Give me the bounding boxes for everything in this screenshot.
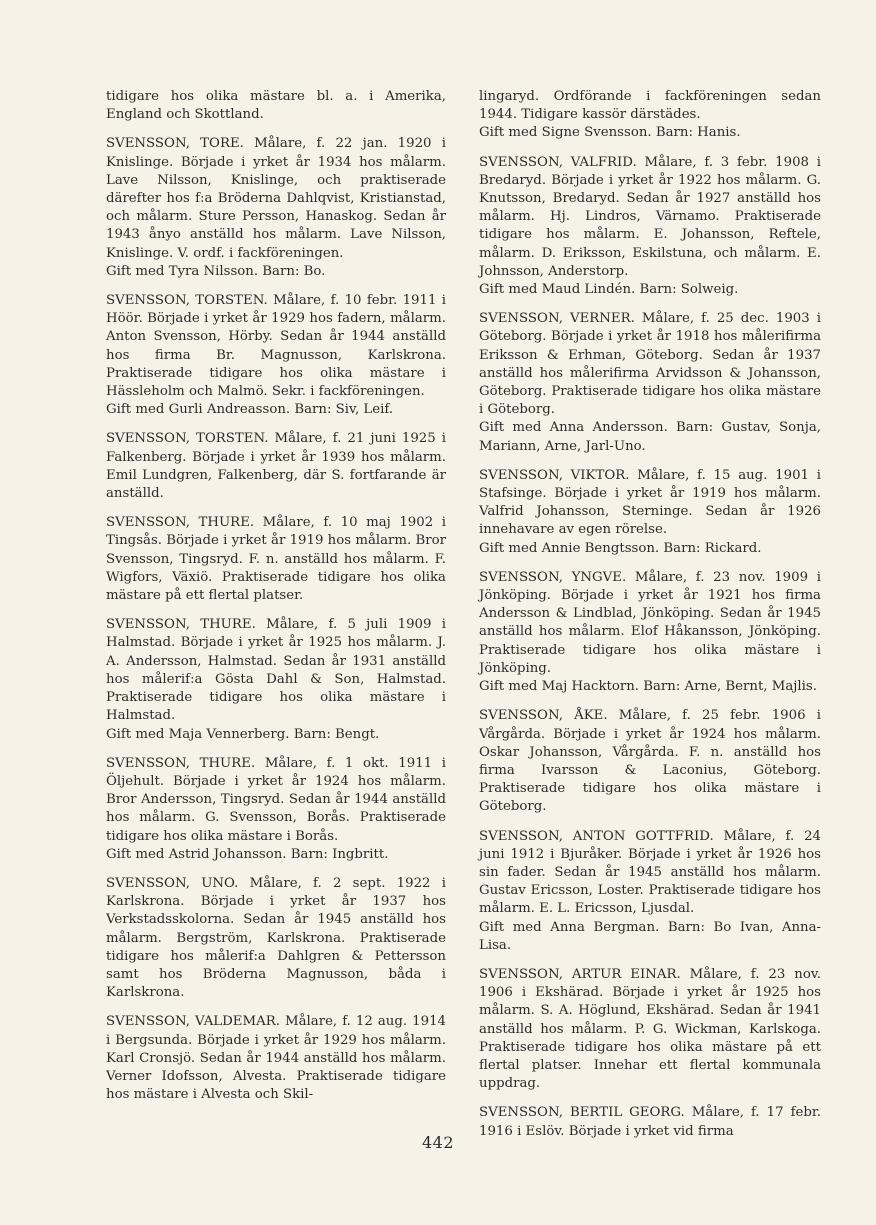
biography-entry	[479, 966, 821, 1093]
biography-entry	[479, 154, 821, 300]
entry-family-line: Gift med Maj Hacktorn. Barn: Arne, Bernt, Majlis.	[479, 679, 817, 695]
biography-entry	[479, 707, 821, 816]
biography-entry	[106, 755, 446, 864]
biography-entry	[479, 310, 821, 456]
entry-text: SVENSSON, TORE. Målare, f. 22 jan. 1920 i Knislinge. Började i yrket år 1934 hos målarm. Lave Nilsson, Knislinge, och praktiserade därefter hos f:a Bröderna Dahlqvist, Kristianstad, och målarm. Sture Persson, Hanaskog. Sedan år 1943 ånyo anställd hos målarm. Lave Nilsson, Knislinge. V. ordf. i fackföreningen.	[106, 136, 446, 261]
entry-family-line: Gift med Anna Andersson. Barn: Gustav, Sonja, Mariann, Arne, Jarl-Uno.	[479, 420, 821, 454]
entry-family-line: Gift med Maja Vennerberg. Barn: Bengt.	[106, 726, 380, 742]
entry-text: SVENSSON, VALDEMAR. Målare, f. 12 aug. 1914 i Bergsunda. Började i yrket år 1929 hos målarm. Karl Cronsjö. Sedan år 1944 anställd hos målarm. Verner Idofsson, Alvesta. Praktiserade tidigare hos mästare i Alvesta och Skil-	[106, 1014, 446, 1103]
entry-text: lingaryd. Ordförande i fackföreningen sedan 1944. Tidigare kassör därstädes.	[479, 89, 821, 123]
entry-family-line: Gift med Tyra Nilsson. Barn: Bo.	[106, 263, 326, 279]
entry-text: SVENSSON, THURE. Målare, f. 1 okt. 1911 i Öljehult. Började i yrket år 1924 hos målarm. Bror Andersson, Tingsryd. Sedan år 1944 anställd hos målarm. G. Svensson, Borås. Praktiserade tidigare hos olika mästare i Borås.	[106, 755, 446, 844]
entry-text: tidigare hos olika mästare bl. a. i Amerika, England och Skottland.	[106, 89, 446, 123]
entry-text: SVENSSON, BERTIL GEORG. Målare, f. 17 febr. 1916 i Eslöv. Började i yrket vid firma	[479, 1105, 821, 1139]
biography-entry	[106, 875, 446, 1002]
entry-text: SVENSSON, VERNER. Målare, f. 25 dec. 1903 i Göteborg. Började i yrket år 1918 hos målerifirma Eriksson & Erhman, Göteborg. Sedan år 1937 anställd hos målerifirma Arvidsson & Johansson, Göteborg. Praktiserade tidigare hos olika mästare i Göteborg.	[479, 311, 821, 418]
right-column	[479, 88, 821, 1152]
biography-entry	[479, 467, 821, 558]
entry-text: SVENSSON, ANTON GOTTFRID. Målare, f. 24 juni 1912 i Bjuråker. Började i yrket år 1926 hos sin fader. Sedan år 1945 anställd hos målarm. Gustav Ericsson, Loster. Praktiserade tidigare hos målarm. E. L. Ericsson, Ljusdal.	[479, 828, 821, 917]
entry-family-line: Gift med Signe Svensson. Barn: Hanis.	[479, 125, 741, 141]
left-column	[106, 88, 446, 1115]
entry-family-line: Gift med Anna Bergman. Barn: Bo Ivan, Anna-Lisa.	[479, 919, 821, 953]
entry-text: SVENSSON, YNGVE. Målare, f. 23 nov. 1909 i Jönköping. Började i yrket år 1921 hos firma Andersson & Lindblad, Jönköping. Sedan år 1945 anställd hos målarm. Elof Håkansson, Jönköping. Praktiserade tidigare hos olika mästare i Jönköping.	[479, 569, 821, 676]
entry-text: SVENSSON, TORSTEN. Målare, f. 10 febr. 1911 i Höör. Började i yrket år 1929 hos fadern, målarm. Anton Svensson, Hörby. Sedan år 1944 anställd hos firma Br. Magnusson, Karlskrona. Praktiserade tidigare hos olika mästare i Hässleholm och Malmö. Sekr. i fackföreningen.	[106, 293, 446, 400]
biography-entry	[106, 1013, 446, 1104]
entry-text: SVENSSON, UNO. Målare, f. 2 sept. 1922 i Karlskrona. Började i yrket år 1937 hos Verkstadsskolorna. Sedan år 1945 anställd hos målarm. Bergström, Karlskrona. Praktiserade tidigare hos målerif:a Dahlgren & Pettersson samt hos Bröderna Magnusson, båda i Karlskrona.	[106, 875, 446, 1001]
biography-entry	[479, 88, 821, 143]
entry-family-line: Gift med Maud Lindén. Barn: Solweig.	[479, 282, 739, 298]
page-number: 442	[421, 1133, 455, 1152]
entry-family-line: Gift med Gurli Andreasson. Barn: Siv, Leif.	[106, 402, 394, 418]
entry-text: SVENSSON, THURE. Målare, f. 5 juli 1909 i Halmstad. Började i yrket år 1925 hos målarm. J. A. Andersson, Halmstad. Sedan år 1931 anställd hos målerif:a Gösta Dahl & Son, Halmstad. Praktiserade tidigare hos olika mästare i Halmstad.	[106, 617, 446, 724]
biography-entry	[106, 292, 446, 419]
entry-text: SVENSSON, ÅKE. Målare, f. 25 febr. 1906 i Vårgårda. Började i yrket år 1924 hos målarm. Oskar Johansson, Vårgårda. F. n. anställd hos firma Ivarsson & Laconius, Göteborg. Praktiserade tidigare hos olika mästare i Göteborg.	[479, 708, 821, 815]
entry-text: SVENSSON, VALFRID. Målare, f. 3 febr. 1908 i Bredaryd. Började i yrket år 1922 hos målarm. G. Knutsson, Bredaryd. Sedan år 1927 anställd hos målarm. Hj. Lindros, Värnamo. Praktiserade tidigare hos målarm. E. Johansson, Reftele, målarm. D. Eriksson, Eskilstuna, och målarm. E. Johnsson, Anderstorp.	[479, 154, 821, 279]
entry-family-line: Gift med Astrid Johansson. Barn: Ingbritt.	[106, 846, 389, 862]
biography-entry	[106, 616, 446, 743]
biography-entry	[106, 88, 446, 124]
biography-entry	[479, 569, 821, 696]
biography-entry	[479, 828, 821, 955]
entry-text: SVENSSON, TORSTEN. Målare, f. 21 juni 1925 i Falkenberg. Började i yrket år 1939 hos målarm. Emil Lundgren, Falkenberg, där S. fortfarande är anställd.	[106, 431, 446, 502]
entry-text: SVENSSON, ARTUR EINAR. Målare, f. 23 nov. 1906 i Ekshärad. Började i yrket år 1925 hos målarm. S. A. Höglund, Ekshärad. Sedan år 1941 anställd hos målarm. P. G. Wickman, Karlskoga. Praktiserade tidigare hos olika mästare på ett flertal platser. Innehar ett flertal kommunala uppdrag.	[479, 966, 821, 1092]
biography-entry	[106, 514, 446, 605]
entry-family-line: Gift med Annie Bengtsson. Barn: Rickard.	[479, 540, 762, 556]
entry-text: SVENSSON, THURE. Målare, f. 10 maj 1902 i Tingsås. Började i yrket år 1919 hos målarm. Bror Svensson, Tingsryd. F. n. anställd hos målarm. F. Wigfors, Växiö. Praktiserade tidigare hos olika mästare på ett flertal platser.	[106, 515, 446, 604]
entry-text: SVENSSON, VIKTOR. Målare, f. 15 aug. 1901 i Stafsinge. Började i yrket år 1919 hos målarm. Valfrid Johansson, Sterninge. Sedan år 1926 innehavare av egen rörelse.	[479, 467, 821, 538]
biography-entry	[106, 430, 446, 503]
biography-entry	[106, 135, 446, 281]
